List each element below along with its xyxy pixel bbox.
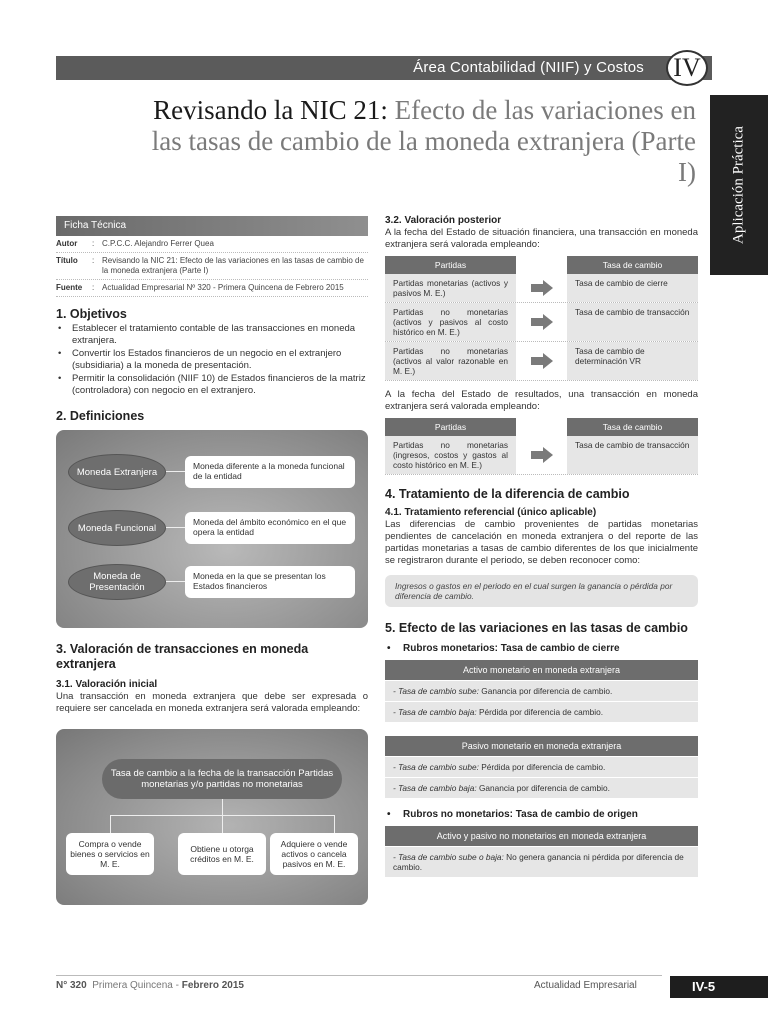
- table-row: [385, 680, 698, 701]
- section-heading-objetivos: 1. Objetivos: [56, 307, 127, 321]
- definition-term: Moneda Extranjera: [68, 454, 166, 490]
- ficha-key: Autor: [56, 239, 78, 248]
- page-number-tab: IV-5: [670, 976, 768, 998]
- row-text: Pérdida por diferencia de cambio.: [481, 762, 606, 772]
- table-header: [385, 418, 698, 436]
- row-label: - Tasa de cambio baja:: [393, 783, 477, 793]
- definition-term: Moneda de Presentación: [68, 564, 166, 600]
- table-header-cell: Tasa de cambio: [567, 256, 698, 274]
- table-row: [385, 846, 698, 877]
- row-text: Ganancia por diferencia de cambio.: [478, 783, 610, 793]
- table-row: [385, 303, 698, 342]
- footer-issue-number: N° 320: [56, 980, 87, 991]
- area-title: Área Contabilidad (NIIF) y Costos: [413, 59, 644, 76]
- row-label: - Tasa de cambio sube:: [393, 762, 479, 772]
- footer-period-prefix: Primera Quincena -: [92, 980, 179, 991]
- list-item: • Permitir la consolidación (NIIF 10) de Estados financieros de la matriz (controladora) con negocio en el extranjero.: [56, 373, 368, 397]
- footer-divider: [56, 975, 662, 976]
- definition-row: [68, 510, 358, 546]
- table-row: [385, 777, 698, 798]
- row-text: Ganancia por diferencia de cambio.: [481, 686, 613, 696]
- tratamiento-paragraph: Las diferencias de cambio provenientes de partidas monetarias pendientes de cancelación en moneda extranjera o del reporte de las partidas monetarias a tasas de cambio diferentes de los que inicialmente se registraron durante el periodo, se deben reconocer como:: [385, 519, 698, 566]
- activo-monetario-table: [385, 660, 698, 722]
- definition-connector: [166, 581, 185, 582]
- ficha-value: C.P.C.C. Alejandro Ferrer Quea: [102, 239, 214, 248]
- subsection-heading-tratamiento-referencial: 4.1. Tratamiento referencial (único aplicable): [385, 507, 597, 518]
- table-row: [385, 436, 698, 475]
- definition-connector: [166, 471, 185, 472]
- no-monetario-table: [385, 826, 698, 877]
- row-label: - Tasa de cambio sube:: [393, 686, 479, 696]
- row-label: - Tasa de cambio baja:: [393, 707, 477, 717]
- ficha-row: [56, 253, 368, 280]
- row-text: No genera ganancia ni pérdida por diferencia de cambio.: [393, 852, 684, 872]
- definition-row: [68, 454, 358, 490]
- ficha-colon: :: [92, 256, 95, 265]
- ficha-value: Actualidad Empresarial Nº 320 - Primera Quincena de Febrero 2015: [102, 283, 344, 292]
- ficha-colon: :: [92, 283, 95, 292]
- diagram-connector: [222, 815, 223, 833]
- table-cell: Partidas no monetarias (activos al valor razonable en M. E.): [385, 342, 516, 380]
- arrow-right-icon: [516, 436, 567, 474]
- area-header-bar: [56, 56, 712, 80]
- section-heading-valoracion: 3. Valoración de transacciones en moneda extranjera: [56, 642, 309, 671]
- table-row: [385, 701, 698, 722]
- pasivo-monetario-table: [385, 736, 698, 798]
- table-row: [385, 342, 698, 381]
- diagram-connector: [222, 799, 223, 815]
- side-tab-label: Aplicación Práctica: [730, 126, 747, 244]
- definition-text: Moneda diferente a la moneda funcional de la entidad: [185, 456, 355, 488]
- article-title: [136, 95, 696, 188]
- diagram-leaf-node: Obtiene u otorga créditos en M. E.: [178, 833, 266, 875]
- table-header-cell: Tasa de cambio: [567, 418, 698, 436]
- section-numeral-badge: IV: [666, 50, 708, 86]
- row-label: - Tasa de cambio sube o baja:: [393, 852, 504, 862]
- right-column: [385, 214, 698, 877]
- article-title-rest: Efecto de las variaciones en las tasas de cambio de la moneda extranjera (Parte I): [151, 95, 696, 187]
- ficha-key: Fuente: [56, 283, 83, 292]
- side-section-tab: [710, 95, 768, 275]
- valoracion-paragraph: Una transacción en moneda extranjera que debe ser expresada o requiere ser cancelada en moneda extranjera será valorada empleando:: [56, 691, 368, 714]
- arrow-right-icon: [516, 274, 567, 302]
- table-row: [385, 756, 698, 777]
- valoracion-table-situacion: [385, 256, 698, 381]
- footer-issue-info: [56, 980, 244, 991]
- table-header-cell: Partidas: [385, 256, 516, 274]
- footer-period-date: Febrero 2015: [181, 980, 244, 991]
- section-heading-efecto: 5. Efecto de las variaciones en las tasas de cambio: [385, 621, 688, 635]
- table-cell: Partidas no monetarias (activos y pasivos al costo histórico en M. E.): [385, 303, 516, 341]
- ficha-row: [56, 236, 368, 253]
- table-cell: Tasa de cambio de determinación VR: [567, 342, 698, 380]
- table-header: Activo monetario en moneda extranjera: [385, 660, 698, 680]
- posterior-paragraph-1: A la fecha del Estado de situación financiera, una transacción en moneda extranjera será valorada empleando:: [385, 227, 698, 250]
- left-column: [56, 216, 368, 905]
- list-item: • Establecer el tratamiento contable de las transacciones en moneda extranjera.: [56, 323, 368, 347]
- rubros-no-monetarios-heading: • Rubros no monetarios: Tasa de cambio de origen: [385, 808, 698, 821]
- diagram-leaf-node: Compra o vende bienes o servicios en M. E.: [66, 833, 154, 875]
- ficha-key: Título: [56, 256, 78, 265]
- arrow-right-icon: [516, 303, 567, 341]
- section-heading-definiciones: 2. Definiciones: [56, 409, 145, 423]
- table-cell: Partidas no monetarias (ingresos, costos y gastos al costo histórico en M. E.): [385, 436, 516, 474]
- diagram-leaf-node: Adquiere o vende activos o cancela pasivos en M. E.: [270, 833, 358, 875]
- ficha-tecnica-heading: Ficha Técnica: [56, 216, 368, 236]
- ficha-row: [56, 280, 368, 297]
- subsection-heading-valoracion-posterior: 3.2. Valoración posterior: [385, 215, 502, 226]
- tratamiento-quote-box: Ingresos o gastos en el periodo en el cual surgen la ganancia o pérdida por diferencia de cambio.: [385, 575, 698, 607]
- article-title-lead: Revisando la NIC 21:: [153, 95, 388, 125]
- rubros-monetarios-heading: • Rubros monetarios: Tasa de cambio de cierre: [385, 642, 698, 655]
- section-heading-tratamiento: 4. Tratamiento de la diferencia de cambio: [385, 487, 630, 501]
- definition-text: Moneda del ámbito económico en el que opera la entidad: [185, 512, 355, 544]
- valoracion-inicial-diagram: [56, 729, 368, 905]
- table-cell: Tasa de cambio de transacción: [567, 303, 698, 341]
- posterior-paragraph-2: A la fecha del Estado de resultados, una transacción en moneda extranjera será valorada empleando:: [385, 389, 698, 412]
- table-header: Activo y pasivo no monetarios en moneda extranjera: [385, 826, 698, 846]
- table-cell: Tasa de cambio de cierre: [567, 274, 698, 302]
- ficha-colon: :: [92, 239, 95, 248]
- footer-publication: Actualidad Empresarial: [534, 980, 637, 991]
- ficha-tecnica-table: [56, 236, 368, 297]
- definitions-diagram: [56, 430, 368, 628]
- definition-term: Moneda Funcional: [68, 510, 166, 546]
- table-cell: Tasa de cambio de transacción: [567, 436, 698, 474]
- table-header-cell: Partidas: [385, 418, 516, 436]
- table-header: [385, 256, 698, 274]
- table-cell: Partidas monetarias (activos y pasivos M. E.): [385, 274, 516, 302]
- table-header: Pasivo monetario en moneda extranjera: [385, 736, 698, 756]
- list-item: • Convertir los Estados financieros de un negocio en el extranjero (subsidiaria) a la moneda de presentación.: [56, 348, 368, 372]
- arrow-right-icon: [516, 342, 567, 380]
- definition-text: Moneda en la que se presentan los Estados financieros: [185, 566, 355, 598]
- diagram-connector: [334, 815, 335, 833]
- ficha-value: Revisando la NIC 21: Efecto de las variaciones en las tasas de cambio de la moneda extranjera (Parte I): [102, 256, 364, 275]
- table-row: [385, 274, 698, 303]
- objetivos-list: [56, 323, 368, 397]
- definition-row: [68, 564, 358, 600]
- row-text: Pérdida por diferencia de cambio.: [478, 707, 604, 717]
- diagram-top-node: Tasa de cambio a la fecha de la transacción Partidas monetarias y/o partidas no monetarias: [102, 759, 342, 799]
- definition-connector: [166, 527, 185, 528]
- diagram-connector: [110, 815, 111, 833]
- subsection-heading-valoracion-inicial: 3.1. Valoración inicial: [56, 679, 158, 690]
- valoracion-table-resultados: [385, 418, 698, 475]
